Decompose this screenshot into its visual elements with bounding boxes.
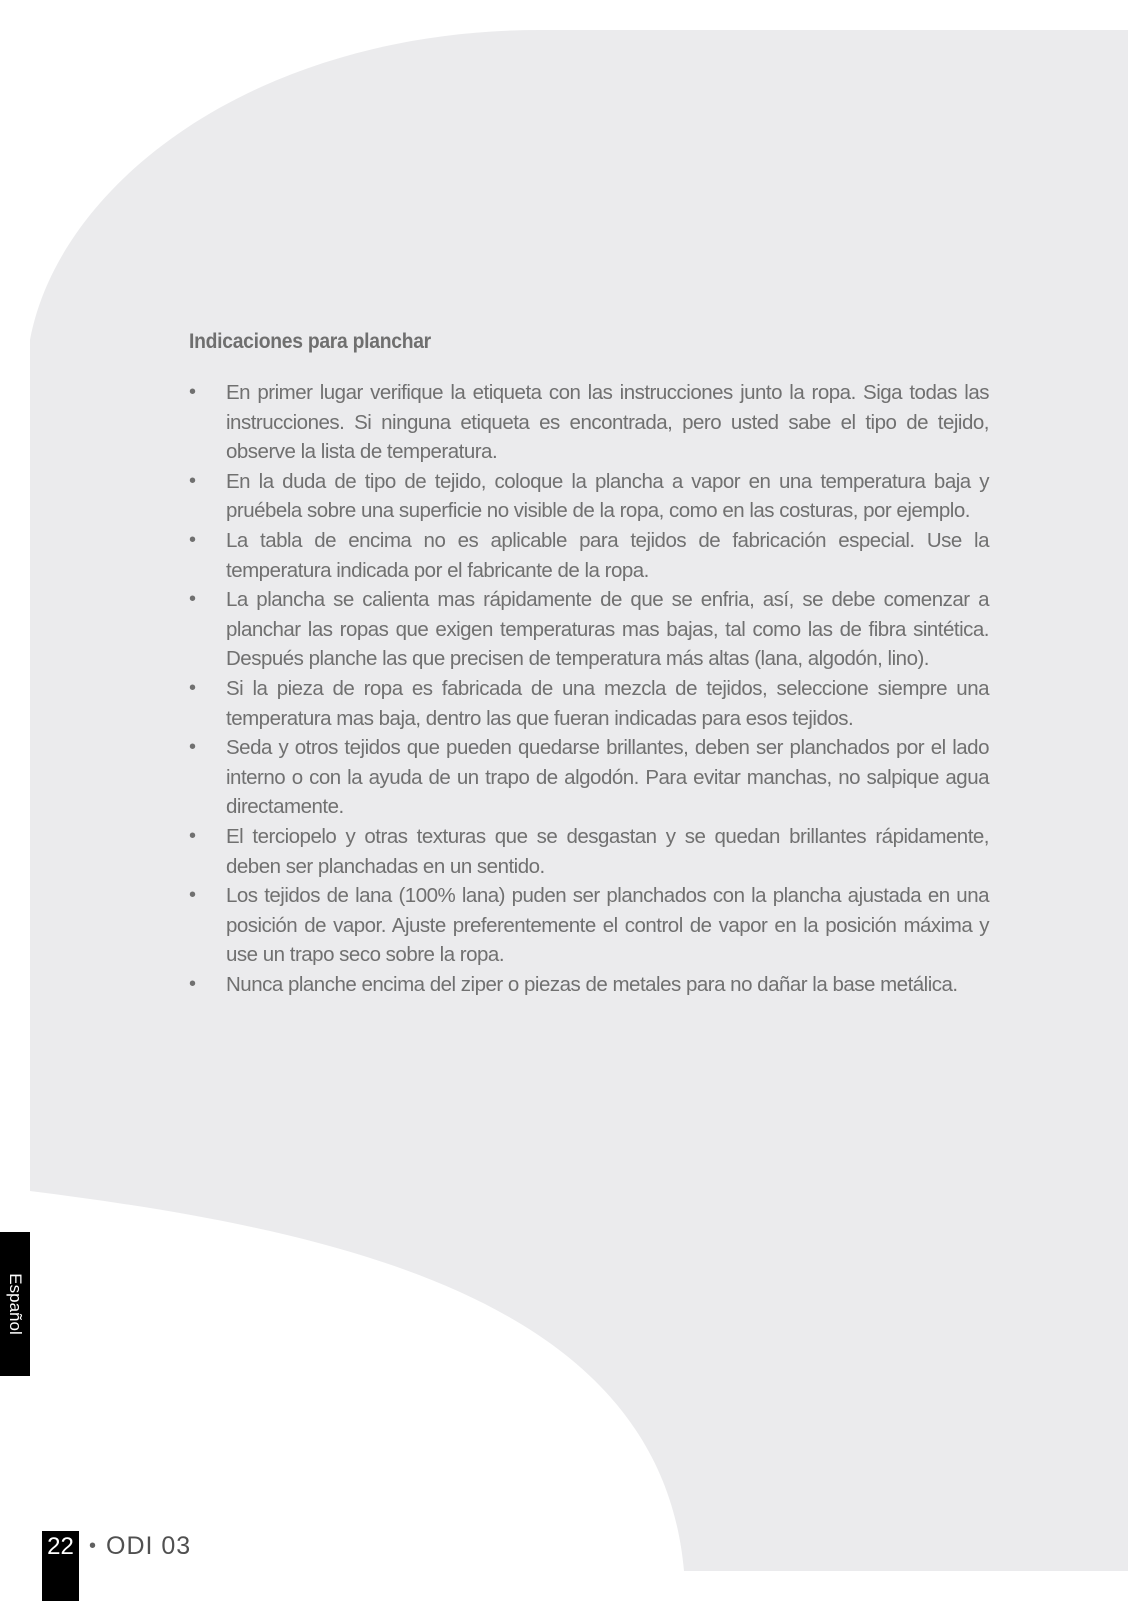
list-item xyxy=(189,674,989,733)
bullet-icon: • xyxy=(189,381,196,403)
section-title: Indicaciones para planchar xyxy=(189,330,431,353)
bullet-icon: • xyxy=(189,972,196,995)
list-item xyxy=(189,585,989,674)
list-item xyxy=(189,881,989,970)
page-footer xyxy=(42,1531,191,1601)
list-item-text: La plancha se calienta mas rápidamente de que se enfria, así, se debe comenzar a planchar las ropas que exigen temperaturas mas bajas, tal como las de fibra sintética. Después planche las que precisen de temperatura más altas (lana, algodón, lino). xyxy=(226,588,989,671)
list-item-text: La tabla de encima no es aplicable para tejidos de fabricación especial. Use la temperatura indicada por el fabricante de la ropa. xyxy=(226,528,989,582)
page-number: 22 xyxy=(42,1531,79,1601)
list-item xyxy=(189,822,989,881)
bullet-icon: • xyxy=(189,528,196,551)
list-item xyxy=(189,467,989,526)
list-item-text: En la duda de tipo de tejido, coloque la plancha a vapor en una temperatura baja y pruébela sobre una superficie no visible de la ropa, como en las costuras, por ejemplo. xyxy=(226,469,989,523)
footer-separator: • xyxy=(89,1535,97,1557)
list-item-text: Los tejidos de lana (100% lana) puden ser planchados con la plancha ajustada en una posición de vapor. Ajuste preferentemente el control de vapor en la posición máxima y use un trapo seco sobre la ropa. xyxy=(226,884,989,967)
model-name: ODI 03 xyxy=(106,1532,192,1560)
list-item-text: El terciopelo y otras texturas que se desgastan y se quedan brillantes rápidamente, deben ser planchadas en un sentido. xyxy=(226,824,989,878)
instructions-section xyxy=(189,330,989,999)
list-item xyxy=(189,970,989,1000)
list-item xyxy=(189,378,989,467)
instructions-list xyxy=(189,378,989,999)
bullet-icon: • xyxy=(189,884,196,907)
list-item-text: En primer lugar verifique la etiqueta con las instrucciones junto la ropa. Siga todas las instrucciones. Si ninguna etiqueta es encontrada, pero usted sabe el tipo de tejido, observe la lista de temperatura. xyxy=(226,381,989,464)
list-item-text: Nunca planche encima del ziper o piezas de metales para no dañar la base metálica. xyxy=(226,972,958,996)
list-item xyxy=(189,733,989,822)
language-tab xyxy=(0,1232,30,1376)
list-item-text: Seda y otros tejidos que pueden quedarse brillantes, deben ser planchados por el lado interno o con la ayuda de un trapo de algodón. Para evitar manchas, no salpique agua directamente. xyxy=(226,736,989,819)
bullet-icon: • xyxy=(189,588,196,611)
list-item xyxy=(189,526,989,585)
bullet-icon: • xyxy=(189,676,196,699)
language-tab-label: Español xyxy=(6,1273,25,1335)
bullet-icon: • xyxy=(189,469,196,492)
bullet-icon: • xyxy=(189,736,196,759)
bullet-icon: • xyxy=(189,824,196,847)
list-item-text: Si la pieza de ropa es fabricada de una mezcla de tejidos, seleccione siempre una temperatura mas baja, dentro las que fueran indicadas para esos tejidos. xyxy=(226,676,989,730)
